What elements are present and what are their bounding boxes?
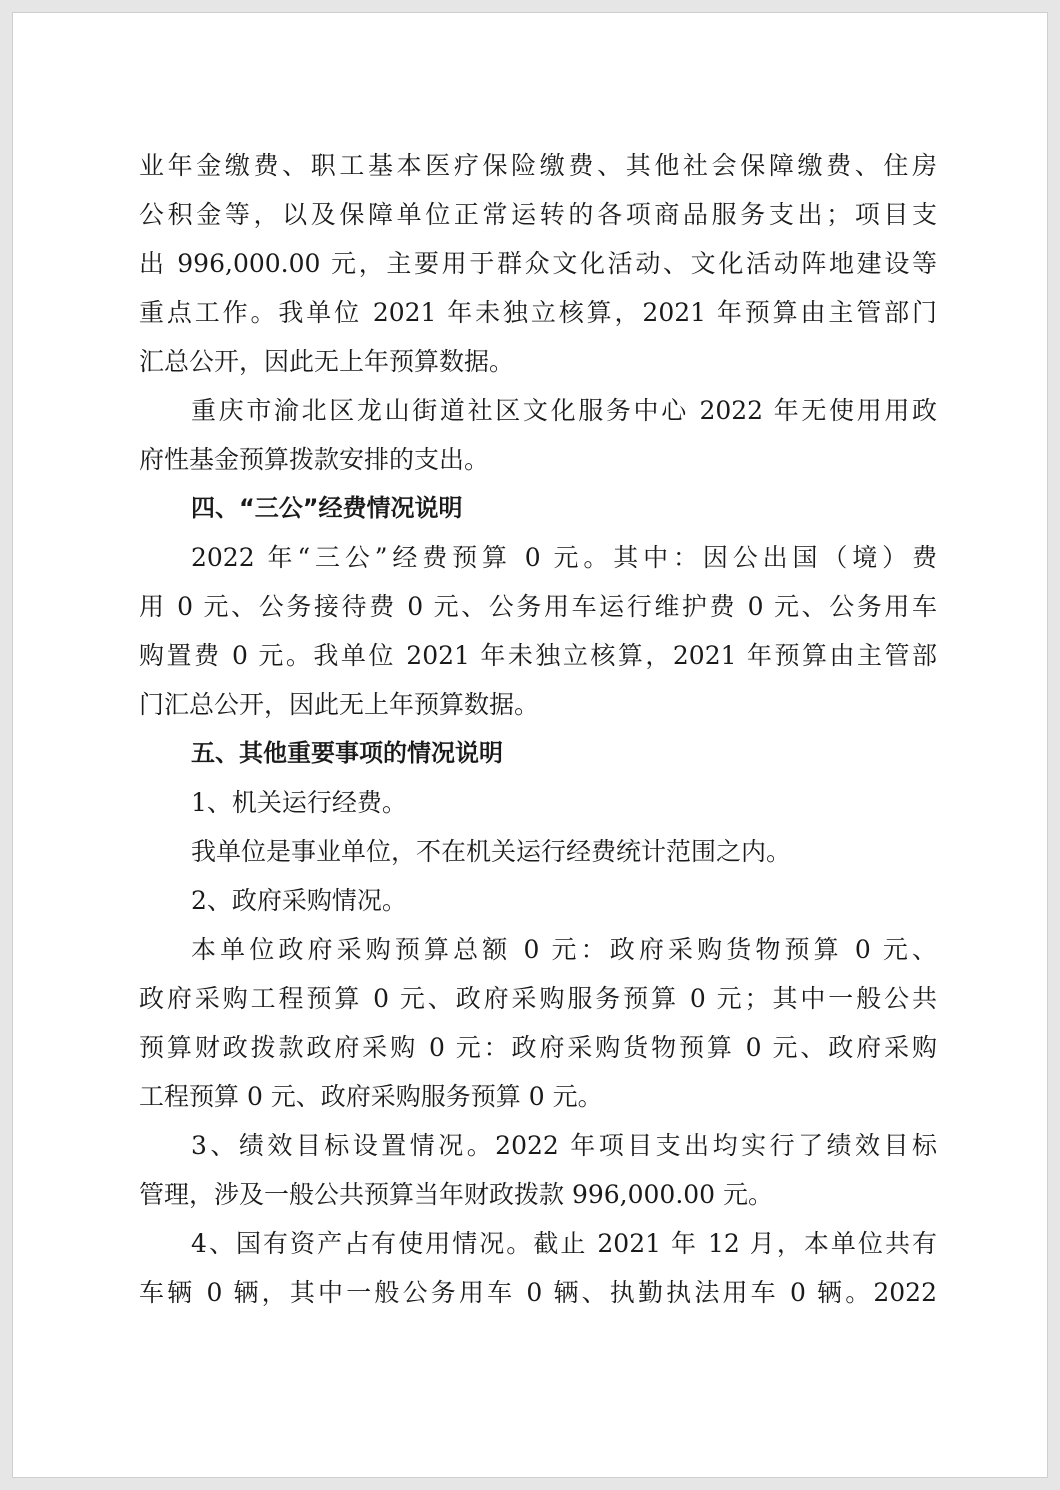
- body-line: 购置费 0 元。我单位 2021 年未独立核算，2021 年预算由主管部: [139, 641, 937, 670]
- body-line: 重点工作。我单位 2021 年未独立核算，2021 年预算由主管部门: [139, 298, 937, 327]
- body-line: 4、国有资产占有使用情况。截止 2021 年 12 月，本单位共有: [191, 1229, 937, 1258]
- section-heading-sangong: 四、“三公”经费情况说明: [191, 494, 463, 522]
- body-line: 管理，涉及一般公共预算当年财政拨款 996,000.00 元。: [139, 1180, 774, 1209]
- body-line: 用 0 元、公务接待费 0 元、公务用车运行维护费 0 元、公务用车: [139, 592, 937, 621]
- body-line: 重庆市渝北区龙山街道社区文化服务中心 2022 年无使用用政: [191, 396, 937, 425]
- subheading-procurement: 2、政府采购情况。: [191, 886, 407, 915]
- subheading-operating-funds: 1、机关运行经费。: [191, 788, 407, 817]
- body-line: 出 996,000.00 元，主要用于群众文化活动、文化活动阵地建设等: [139, 249, 937, 278]
- section-heading-other-matters: 五、其他重要事项的情况说明: [191, 739, 503, 767]
- body-line: 业年金缴费、职工基本医疗保险缴费、其他社会保障缴费、住房: [139, 151, 937, 180]
- body-line: 府性基金预算拨款安排的支出。: [139, 445, 490, 474]
- body-line: 本单位政府采购预算总额 0 元：政府采购货物预算 0 元、: [191, 935, 937, 964]
- document-body: [139, 141, 937, 1317]
- document-page: [12, 12, 1048, 1478]
- body-line: 3、绩效目标设置情况。2022 年项目支出均实行了绩效目标: [191, 1131, 937, 1160]
- body-line: 我单位是事业单位，不在机关运行经费统计范围之内。: [191, 837, 792, 866]
- body-line: 汇总公开，因此无上年预算数据。: [139, 347, 515, 376]
- body-line: 2022 年“三公”经费预算 0 元。其中：因公出国（境）费: [191, 543, 937, 572]
- body-line: 工程预算 0 元、政府采购服务预算 0 元。: [139, 1082, 603, 1111]
- body-line: 公积金等，以及保障单位正常运转的各项商品服务支出；项目支: [139, 200, 937, 229]
- body-line: 预算财政拨款政府采购 0 元：政府采购货物预算 0 元、政府采购: [139, 1033, 937, 1062]
- body-line: 车辆 0 辆，其中一般公务用车 0 辆、执勤执法用车 0 辆。2022: [139, 1278, 937, 1307]
- body-line: 政府采购工程预算 0 元、政府采购服务预算 0 元；其中一般公共: [139, 984, 937, 1013]
- body-line: 门汇总公开，因此无上年预算数据。: [139, 690, 540, 719]
